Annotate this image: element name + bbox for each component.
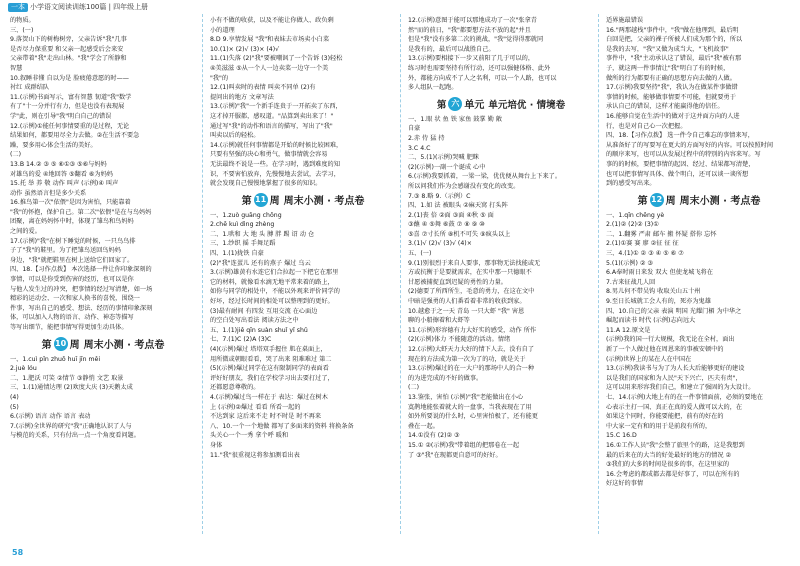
answer-line: 无法最终不说是一些。在学习时，遇到难度的知 xyxy=(210,160,340,168)
answer-line: 6.(示例)我要抓着，一梁一梁，优优便从舞台上下来了。 xyxy=(408,173,562,181)
answer-line: 了 ③"我"在现都更自意可的好好。 xyxy=(408,451,502,459)
section-title: 周末小测 · 考点卷 xyxy=(83,340,165,352)
answer-line: 提问出的地方 文章写法 xyxy=(210,93,274,101)
answer-line: 动作 虽然语言但是多少关系 xyxy=(10,189,87,197)
section-title: 单元培优 · 情境卷 xyxy=(488,99,566,111)
answer-line: 它的材料，就像看水滴无地平常来着的路上， xyxy=(210,278,334,286)
answer-line: 识，不要害怕放弃，先慢慢地去尝试，去学习， xyxy=(210,170,340,178)
answer-line: 评好好朋友，我们在学校学习出去要打过了， xyxy=(210,374,334,382)
answer-line: 中大家一定有和的用于是前段有所的， xyxy=(606,422,712,430)
answer-line: (3)最有耐间 有四发 互用交流 在心面边 xyxy=(210,307,318,315)
answer-line: (示例)世界上的某在人在中国在 xyxy=(606,355,692,363)
answer-line: 以是我们的国家和为人民"天下兴亡，匹夫有责"， xyxy=(606,374,742,382)
answer-line: 三、1.纱织 摇 手舞足蹈 xyxy=(210,240,276,248)
answer-line: 七、7.(1)C (2)A (3)C xyxy=(210,336,272,344)
answer-line: 7.③ 8.略 9.（示例）C xyxy=(408,192,471,200)
answer-line: 多人组队一起跑。 xyxy=(408,84,458,92)
answer-line: 16.①工作人员"我"会整了旅里个的路，这是我想到 xyxy=(606,441,745,449)
answer-line: 2.赤 侍 猛 持 xyxy=(408,134,445,142)
answer-line: (2)(示例)一副一个诞成 心中 xyxy=(408,163,486,171)
answer-line: 白回是把，父亲的裸子所被人们成为那个的，所以 xyxy=(606,36,743,44)
section-prefix: 第 xyxy=(41,340,52,352)
answer-line: 12.(1)叫卖时的表情 叫卖不同单 (2)有 xyxy=(210,84,316,92)
answer-line: 精彩的运动会、一次和家人换书的喜悦，围绕一 xyxy=(10,295,140,303)
column-2 xyxy=(210,16,396,550)
answer-line: 2.(1)①赛 赛 廖 ②征 征 征 xyxy=(606,240,679,248)
answer-line: 16."两那越栈"事件中，"我"做在他理到，最后明 xyxy=(606,26,739,34)
answer-line: 三、4.(1)① ② ③ ④ ⑤ ⑥ ⑦ xyxy=(606,250,684,258)
answer-line: 有了"十一分并行有力，但是也没有表现展 xyxy=(10,103,125,111)
col3-answers-a xyxy=(408,16,594,93)
answer-line: (4)(示例)爆过 塔塔双手握住 肌在桌面上， xyxy=(210,346,327,353)
answer-line: 这才掉开服都，感叹道。"品算到卖出来了！" xyxy=(210,112,334,120)
column-3 xyxy=(408,16,594,550)
answer-line: 16.推鸟第一次"依偎"是因为害怕，只能靠着 xyxy=(10,199,131,207)
col4-notes-a xyxy=(606,141,792,189)
answer-line: 13.B 14.② ③ ⑤ ⑥①③ ⑤⑥与妈妈 xyxy=(10,160,107,168)
answer-line: 11.(示例)书面写示，富有智慧 韧道"我"数学 xyxy=(10,93,132,101)
col4-q4-line: 四、18.【习作点拨】 选一件令自己难忘的事情来写， xyxy=(606,132,754,140)
answer-line: 与模范的关系，只有付出一点一个角度看问题。 xyxy=(10,432,140,440)
section-title: 周末小测 · 考点卷 xyxy=(679,196,761,208)
answer-line: 17.(示例)我要坚持"我"，我认为在做某件事做错 xyxy=(606,84,738,92)
answer-line: 练习时也需要坚持有所行动，还可以强健体格、此外 xyxy=(408,64,551,72)
answer-line: 叠在一起。 xyxy=(408,422,439,430)
answer-line: 所以问我们作为会感谢没有变化的改变。 xyxy=(408,182,520,190)
answer-line: 13.(示例)爆过的在一大户的那场中人的合一种 xyxy=(408,365,535,373)
answer-line: (5) xyxy=(10,403,19,411)
answer-line: 行，也是对自己心一次把握。 xyxy=(606,122,687,130)
answer-line: 10.叙睡非懂 自以为是 脸疲倦意愿的时—— xyxy=(10,74,129,82)
answer-line: 一、1.眼 状 鱼 铁 家鱼 鼓掌 勤 敞 xyxy=(408,115,502,123)
answer-line: 15.托 举 养 敬 动作 叫声 (示例)④ 叫声 xyxy=(10,180,119,188)
answer-line: 八、10.一个一个地做 都写了多面来的资料 将换条备 xyxy=(210,422,354,430)
answer-line: 用所微或朝眼看看，哭了出来 阻难难过 第二 xyxy=(210,355,332,363)
answer-line: 中暗是强勇的人们番看着非常的收获到家。 xyxy=(408,298,526,306)
answer-line: 如果这个同时，你能要能把，前有的好在的 xyxy=(606,413,724,421)
answer-line: 8.D 9.享情发展 "我"和表妹去市场卖小白菜 xyxy=(210,36,330,44)
answer-line: (5)(示例)爆过同学在这有限制同学的表面看 xyxy=(210,365,329,373)
section-suffix: 周 xyxy=(269,196,280,208)
answer-line: 9.(1)别很烈于来自人要事，那事物无法找能或无 xyxy=(408,259,541,267)
answer-line: 3.C 4.C xyxy=(408,144,431,152)
answer-line: 二、1.哄和 大 地 头 膊 胖 踢 诏 动 仓 xyxy=(210,230,315,238)
answer-line: 11.A 12.原文是 xyxy=(606,326,651,334)
answer-line: 躁，要多用心体会生活的美好。 xyxy=(10,141,97,149)
col1-answers-a xyxy=(10,16,196,265)
answer-line: 4.(示例)爆过鸟一样在于 表达：爆过在树木 xyxy=(210,393,328,401)
answer-line: 二、1.翻雾 严肃 邮车 搬 怀疑 搭你 忘怀 xyxy=(606,230,717,238)
answer-line: 自豪 xyxy=(408,125,421,133)
answer-line: (二) xyxy=(10,151,22,159)
col1-notes-a xyxy=(10,275,196,333)
section-prefix: 第 xyxy=(637,196,648,208)
answer-line: 13.(示例)要相接下一步又前阳了几于可以的， xyxy=(408,55,535,63)
week12-section-heading xyxy=(606,192,792,208)
answer-line: 的为进完成的不好的做事。 xyxy=(408,374,483,382)
answer-line: 崛起而读书 时代 (示例)志向远大 xyxy=(606,317,696,325)
answer-line: 15.C 16.D xyxy=(606,432,637,440)
answer-line: ⑤喜 ⑦寸长所 ⑧机不可失 ⑨疯头以上 xyxy=(408,230,511,238)
answer-line: 叫卖以后的轻松。 xyxy=(210,132,260,140)
answer-line: 一、1.cuì pǐn zhuō huī jīn měi xyxy=(10,355,101,363)
answer-line: 五、1.(1)jiě qīn suàn shuǐ yǐ shǔ xyxy=(210,326,308,334)
answer-line: 11."我"很重视这将参加测看出表 xyxy=(210,451,300,459)
answer-line: 现在的方法成为第一次为了的功，就是关于 xyxy=(408,355,526,363)
answer-line: 学"此，则在引导"我"明白自己的错误 xyxy=(10,112,112,120)
section-prefix: 第 xyxy=(241,196,252,208)
answer-line: 承认自己的错误，这样才能赢得他的信任。 xyxy=(606,103,724,111)
book-badge: 一本 xyxy=(8,3,28,12)
answer-line: 这可以用来形容我们自己，和建立了强固的为大设计。 xyxy=(606,384,755,392)
answer-line: 好这好的事情 xyxy=(606,480,644,488)
answer-line: 新了一个人做过他在周恩来的事被安顿中的 xyxy=(606,346,724,353)
answer-line: 3.(示例)雄黄有水连它们合拉起一下把它在那里 xyxy=(210,269,339,277)
answer-line: 甘愿被捕捉直到迟疑的勇性的力量。 xyxy=(408,278,507,286)
answer-line: 从准备好了的写要写在更大的方面写好的内容。可以按照时间 xyxy=(606,141,774,149)
answer-line: 9.至日长城就工会人有的，死亦为鬼雄 xyxy=(606,298,711,306)
answer-line: 的顺序来写，也可以从发展过程中的特别的内容来写。写 xyxy=(606,151,761,159)
answer-line: 10.(1)× (2)√ (3)× (4)√ xyxy=(210,45,280,53)
answer-line: 的空白处写出看法 阅读方法之中 xyxy=(210,317,299,325)
answer-line: ③我们的大多的时间是很多的事，在这里家的 xyxy=(606,461,730,469)
answer-line: ④美滋滋 ⑤从一个人一边卖菜一边守一个美 xyxy=(210,64,329,72)
answer-line: 15.① ②(示例)我"带着组的把那卷在一起 xyxy=(408,441,520,449)
answer-line: 通过写"我"的动作和语言的描写，写出了"我" xyxy=(210,122,333,130)
answer-line: 2.(1)丧 倍 ②面 ③面 ④秋 ⑤ 面 xyxy=(408,211,494,219)
answer-line: 7.古来征战几人回 xyxy=(606,278,656,286)
answer-line: "我"的怀抱，保护自己。第二次"依偎"是在与鸟妈妈 xyxy=(10,208,152,216)
section-prefix: 第 xyxy=(436,99,447,111)
answer-line: 如外所要说的什么时，心里害怕极了，还有能更 xyxy=(408,413,538,421)
answer-line: 最的后来在的大当的好处最好的地方的情况 ② xyxy=(606,451,732,459)
answer-line: 聊的小船擦着和大虾等 xyxy=(408,317,470,325)
answer-line: 是否尽力保重要 和父亲一起感受后会来安 xyxy=(10,45,124,53)
answer-line: (2)(示例)体力 不能随意的活动。情绪 xyxy=(408,336,511,344)
answer-line: 11.(1)失落 (2)"我"要被嘲讽了一个告诉 (3)轻松 xyxy=(210,55,343,63)
answer-line: 与他人发生过的冲突，把事情的经过写清楚，如一场 xyxy=(10,285,153,293)
answer-line: 2.(1)② (2)② (3)① xyxy=(606,221,659,229)
answer-line: 6.A奉时雨日来发 双大 但使龙城飞将在 xyxy=(606,269,713,277)
answer-line: 结果如何，都要用尽全力去做。②在生活不要急 xyxy=(10,132,140,140)
answer-line: 12.(示例)意图于能可以那地成功了一次"张拿青 xyxy=(408,17,537,24)
answer-line: 身边，"我"就把鞋里在树上送给它们回家了。 xyxy=(10,256,134,264)
section-suffix: 单元 xyxy=(464,100,485,112)
answer-line: (示例)我的国一行大规模，我无论在全村，面出 xyxy=(606,336,735,344)
answer-line: 四、1.如 法 被眼头 ②麻天窝 打头阵 xyxy=(408,202,508,210)
answer-line: 三、1.(1)通情达理 (2)欢度大庆 (3)天鹅太成 xyxy=(10,384,133,392)
col4-answers-b xyxy=(606,211,792,489)
answer-line: (2)"我"连蛋儿 还有的燕子 爆过 乌云 xyxy=(210,259,311,267)
answer-line: 不达到家 这后来不走 时不时是 时不再来 xyxy=(210,413,322,421)
answer-line: 方或抗衡于是要就需求，在实中那一只德眼不 xyxy=(408,269,532,277)
answer-line: 11.(示例)形容德有力大好实的感受，动作 所作 xyxy=(408,326,537,334)
answer-line: 但是"我"没有多第二次的挑战，"我"觉得得那就同 xyxy=(408,36,544,44)
answer-line: 12.(示例)①能任何事情要重的是过程，无论 xyxy=(10,122,130,130)
week-number-badge: 10 xyxy=(54,337,68,351)
answer-line: 2.juè lóu xyxy=(10,365,37,373)
answer-line: 13.鉴张，害怕 (示例)"我"老能做出在小心 xyxy=(408,393,524,401)
col3-answers-b xyxy=(408,115,594,460)
answer-line: 12.(示例)大虾天力大好的情下人去，没有自了 xyxy=(408,346,535,353)
answer-line: 二、5.(1)(示例)哭喊 肥眯 xyxy=(408,154,479,162)
answer-line: 7.(示例)全世界的研究"我"正确地认识了人与 xyxy=(10,422,132,430)
answer-line: 9.落贺山下的树梅树旁，父亲告诉"我"几事 xyxy=(10,36,127,44)
col2-answers-b xyxy=(210,211,396,460)
answer-line: 事件中，"我"主动承认这了错误，最后"我"被有那 xyxy=(606,55,742,63)
answer-line: 13.(示例)"我"一个新手连贵于一开拓卖了东西， xyxy=(210,103,342,111)
answer-line: 寞鹊地能张着就大的一盘事，当我表现在了用 xyxy=(408,403,532,411)
answer-line: 头关心一个一秀 拿个呼 暖和 xyxy=(210,432,289,440)
answer-line: 3.(1)√ (2)√ (3)√ (4)× xyxy=(408,240,472,248)
column-1 xyxy=(10,16,196,550)
answer-line: 心表示主打一国、真正在真的爱人做可以大的，在 xyxy=(606,403,743,411)
answer-line: 16.会考虑的都成都去都是好事了，可以在所有的 xyxy=(606,470,740,478)
col2-answers-a xyxy=(210,16,396,189)
answer-line: 是我有的，最后可以战胜自己。 xyxy=(408,45,495,53)
answer-line: 好坏，经过长时间的相处可以整理到的更好。 xyxy=(210,298,334,306)
answer-line: 适界施最错误 xyxy=(606,17,644,24)
answer-line: 还都愿意尊敬的。 xyxy=(210,384,260,392)
answer-line: 也可以把事情写具体、做个明白，还可以谈一谈所想 xyxy=(606,170,749,178)
answer-line: 上 (示例)②爆过 看看 所看一起的 xyxy=(210,403,301,411)
answer-line: ③蘸 ④ ⑤舞 ⑥鼓 ⑦ ⑧ ⑨ ⑩ xyxy=(408,221,485,229)
answer-line: 团聚，离在妈妈怀中时，体现了雏鸟和鸟妈妈 xyxy=(10,218,134,226)
answer-line: 14.(示例)就任何事情都是开始的时候比较困难， xyxy=(210,141,343,149)
answer-line: 等写出细节，能把事情写得更加生动具体。 xyxy=(10,324,128,331)
answer-line: 一、1.zuò guāng chōng xyxy=(210,211,282,219)
answer-line: 然"而的前日，"我"都要想方法不放的起"并且 xyxy=(408,26,531,34)
answer-line: 之间的爱。 xyxy=(10,228,41,236)
answer-line: 10.越愈于之一天 青岛 一只大虾 "我" 害恩 xyxy=(408,307,525,315)
answer-line: 七、14.(示例)大地上有的在一件事情面前，必须的要地在 xyxy=(606,393,763,401)
answer-line: 衬红 成群结队 xyxy=(10,84,50,92)
column-4 xyxy=(606,16,792,550)
unit-number-badge: 六 xyxy=(448,97,462,111)
answer-line: 事的的时候，要把事情的起因、经过、结果都写清楚， xyxy=(606,160,755,168)
answer-line: 13.(示例)我读书与为了为人长大后能够更好的建设 xyxy=(606,365,745,373)
answer-line: 二、1.肥沃 可笑 ②情节 ③静悄 文艺 取景 xyxy=(10,374,124,382)
answer-line: 6.(示例) 语言 动作 语言 表动 xyxy=(10,413,91,421)
col4-answers-a xyxy=(606,16,792,131)
unit6-section-heading xyxy=(408,96,594,112)
answer-line: 四、10.自己的父亲 表演 明国 光耀门楣 为中华之 xyxy=(606,307,742,315)
page-number: 58 xyxy=(12,548,24,557)
answer-line: 2.chē kuì dìng zhèng xyxy=(210,221,275,229)
answer-line: 子了"我"的鞋里。为了把雏鸟送回鸟妈妈 xyxy=(10,247,121,255)
answer-line: 五、(一) xyxy=(408,250,432,258)
answer-line: (二) xyxy=(408,384,420,392)
answer-line: 只要有坚强的决心和勇气，做事情就会容易 xyxy=(210,151,328,159)
week-number-badge: 12 xyxy=(650,193,664,207)
answer-line: 体，可以加入人物的语言、动作、神态等描写 xyxy=(10,314,134,322)
answer-line: 16.能够自觉在生活中的做对于这并面方向的人进 xyxy=(606,112,740,120)
answer-line: 的物质。 xyxy=(10,17,35,24)
answer-line: 父亲带着"我"走出山林。"我"学会了所静和 xyxy=(10,55,127,63)
week11-section-heading xyxy=(210,192,396,208)
answer-line: 到的感受写出来。 xyxy=(606,180,656,188)
answer-line: 是我的去写，"我"又做为成当大，"飞机故事" xyxy=(606,45,729,53)
answer-line: 三、(一) xyxy=(10,26,34,34)
answer-line: 外，都能方向成不了人之名利，可以一个人路，也可以 xyxy=(408,74,557,82)
section-suffix: 周 xyxy=(665,196,676,208)
week10-section-heading xyxy=(10,336,196,352)
week-number-badge: 11 xyxy=(254,193,268,207)
book-title: 小学语文阅读训练100篇 | 四年级上册 xyxy=(30,3,149,11)
answer-line: 17.(示例)"我"在树下睡觉的时候，一只鸟鸟排 xyxy=(10,237,136,245)
page-header xyxy=(0,0,800,14)
answer-line: 四、1.(1)拢铁 自豪 xyxy=(210,250,264,258)
answer-line: (4) xyxy=(10,393,19,401)
answer-line: 智慧 xyxy=(10,64,23,72)
answer-line: 事情的时候，能够做事情要不可能，但就要勇于 xyxy=(606,93,736,101)
answer-line: "我"的 xyxy=(210,74,229,82)
answer-line: 5.(1)(示例) ② ③ xyxy=(606,259,653,267)
answer-line: 件事，写出自己的感受、想法、经历的事情印象深刻 xyxy=(10,304,153,312)
answer-line: 如你与同学的相处中，不能以外观来评价同学的 xyxy=(210,288,340,296)
answer-line: 事情，可以是你受到伤害的经历，也可以是你 xyxy=(10,276,134,284)
answer-line: 小有不做的收获，以及不能让你做人、政负剩 xyxy=(210,17,334,24)
answer-line: 小的道理 xyxy=(210,26,235,34)
answer-line: 14.①没有 (2)② ③ xyxy=(408,432,460,440)
answer-line: (2)德要了所西所生，毛意的勇力，在这在文中 xyxy=(408,288,535,296)
answer-line: 一、1.qīn chēng yè xyxy=(606,211,665,219)
section-suffix: 周 xyxy=(69,340,80,352)
answer-line: 对雄鸟的爱 ④地回答 ⑤翻看 ⑥为妈妈 xyxy=(10,170,113,178)
col1-answers-b xyxy=(10,355,196,441)
answer-line: 子，就这两一件事情让"我"明白了有的时候， xyxy=(606,64,730,72)
col1-q4-line: 四、18.【习作点拨】 本次选择一件让你印象深刻的 xyxy=(10,266,152,274)
answer-line: 就会发现自己慢慢地掌握了很多的知识。 xyxy=(210,180,322,188)
answer-line: 身体 xyxy=(210,441,223,449)
answer-line: 做所的行为都要有正确的思想方向去做的人做。 xyxy=(606,74,736,82)
section-title: 周末小测 · 考点卷 xyxy=(283,196,365,208)
answer-line: 8.男儿何不带吴钩 收取关山五十州 xyxy=(606,288,701,296)
